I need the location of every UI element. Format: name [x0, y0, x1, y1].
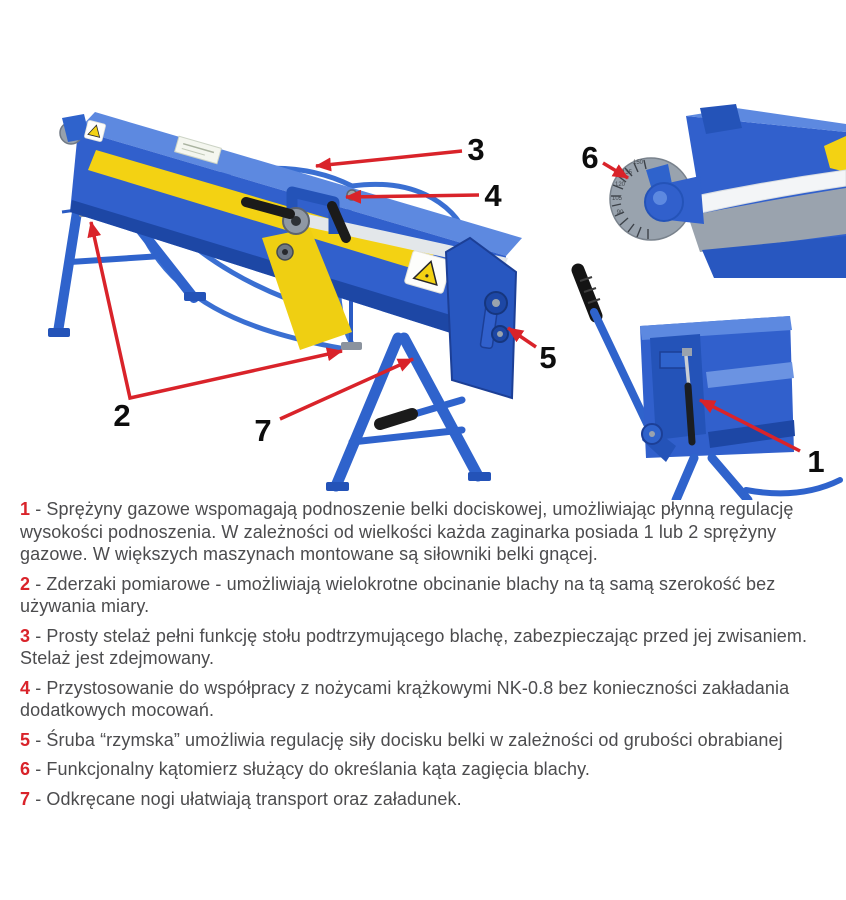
legend-number-3: 3 — [20, 625, 31, 646]
protractor-scale-135: 135 — [621, 170, 633, 176]
legend-item-5 — [20, 729, 826, 752]
side-back-leg — [712, 458, 748, 500]
side-foot-tube — [746, 480, 840, 493]
legend-text-6: - Funkcjonalny kątomierz służący do określania kąta zagięcia blachy. — [35, 759, 590, 779]
callout-label-5: 5 — [539, 340, 557, 375]
legend-number-1: 1 — [20, 499, 31, 519]
left-front-foot — [48, 328, 70, 337]
callout-label-6: 6 — [581, 140, 599, 175]
legend-number-4: 4 — [20, 677, 31, 698]
protractor-scale-90: 90 — [616, 210, 624, 216]
legend-item-3 — [20, 625, 826, 670]
legend-text-1: - Sprężyny gazowe wspomagają podnoszenie belki dociskowej, umożliwiając płynną regulację wysokości podnoszenia. W zależności od wielkości każda zaginarka posiada 1 lub 2 sprężyny gazowe. W większych maszynach montowane są siłowniki belki gnącej. — [20, 499, 794, 564]
legend-number-2: 2 — [20, 573, 31, 594]
legend-item-2 — [20, 573, 826, 618]
legend-number-7: 7 — [20, 788, 31, 809]
legend-item-1 — [20, 498, 826, 566]
protractor-scale-150: 150 — [632, 160, 644, 166]
legend-text-7: - Odkręcane nogi ułatwiają transport oraz załadunek. — [35, 788, 462, 809]
left-back-foot — [184, 292, 206, 301]
side-clamp-column — [650, 334, 706, 440]
callout-label-4: 4 — [484, 178, 502, 213]
main-machine-view — [48, 112, 557, 491]
legend-number-6: 6 — [20, 759, 31, 779]
callout-label-1: 1 — [807, 444, 825, 479]
callout-arrow-4 — [346, 195, 479, 197]
legend-text-2: - Zderzaki pomiarowe - umożliwiają wielokrotne obcinanie blachy na tą samą szerokość bez używania miary. — [20, 573, 776, 616]
legend — [20, 498, 826, 817]
protractor-scale-105: 105 — [611, 196, 623, 202]
legend-text-4: - Przystosowanie do współpracy z nożycami krążkowymi NK-0.8 bez konieczności zakładania dodatkowych mocowań. — [20, 677, 790, 720]
legend-text-3: - Prosty stelaż pełni funkcję stołu podtrzymującego blachę, zabezpieczając przed jej zwisaniem. Stelaż jest zdejmowany. — [20, 625, 808, 668]
gas-spring-inset — [578, 270, 840, 500]
callout-arrow-7 — [280, 359, 413, 419]
right-front-foot — [326, 482, 349, 491]
callout-arrow-3 — [316, 151, 462, 166]
legend-item-7 — [20, 788, 826, 811]
right-back-foot — [468, 472, 491, 481]
callout-label-3: 3 — [467, 132, 485, 167]
callout-label-7: 7 — [254, 413, 272, 448]
legend-number-5: 5 — [20, 729, 31, 750]
legend-item-6 — [20, 758, 826, 781]
legend-text-5: - Śruba “rzymska” umożliwia regulację siły docisku belki w zależności od grubości obrabianej — [35, 729, 783, 750]
warning-sticker-small — [84, 120, 106, 142]
callout-label-2: 2 — [113, 398, 131, 433]
protractor-scale-120: 120 — [614, 182, 626, 188]
legend-item-4 — [20, 677, 826, 722]
protractor-inset — [581, 104, 846, 278]
side-front-leg — [676, 458, 694, 500]
protractor-dial — [610, 158, 704, 240]
counterweight-grip — [380, 414, 412, 424]
